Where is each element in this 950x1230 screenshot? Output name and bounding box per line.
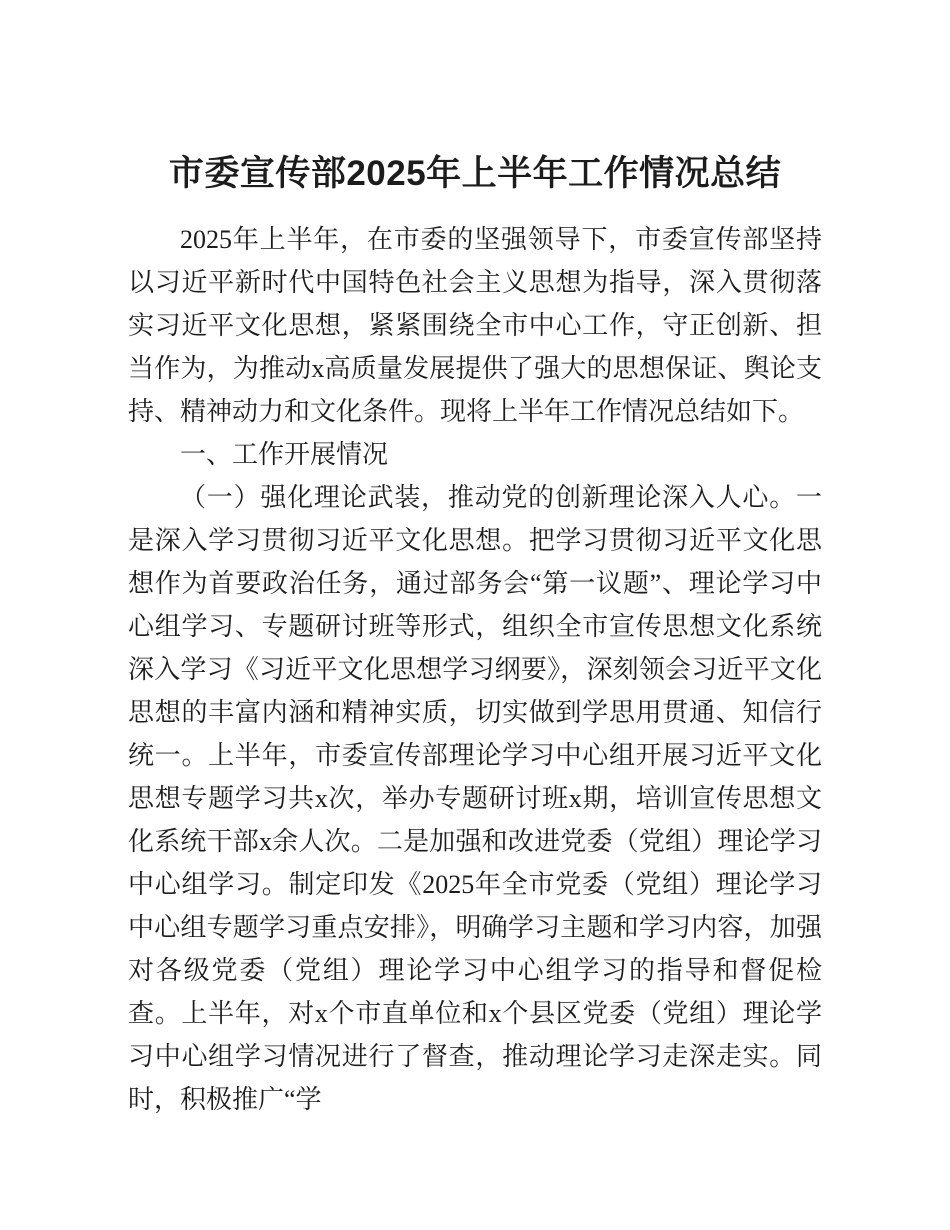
section-heading: 一、工作开展情况 (180, 440, 389, 469)
document-body (128, 218, 822, 1121)
paragraph: （一）强化理论武装，推动党的创新理论深入人心。一是深入学习贯彻习近平文化思想。把学习贯彻习近平文化思想作为首要政治任务，通过部务会“第一议题”、理论学习中心组学习、专题研讨班等形式，组织全市宣传思想文化系统深入学习《习近平文化思想学习纲要》，深刻领会习近平文化思想的丰富内涵和精神实质，切实做到学思用贯通、知信行统一。上半年，市委宣传部理论学习中心组开展习近平文化思想专题学习共x次，举办专题研讨班x期，培训宣传思想文化系统干部x余人次。二是加强和改进党委（党组）理论学习中心组学习。制定印发《2025年全市党委（党组）理论学习中心组专题学习重点安排》，明确学习主题和学习内容，加强对各级党委（党组）理论学习中心组学习的指导和督促检查。上半年，对x个市直单位和x个县区党委（党组）理论学习中心组学习情况进行了督查，推动理论学习走深走实。同时，积极推广“学 (128, 483, 822, 1114)
document-title: 市委宣传部2025年上半年工作情况总结 (168, 154, 782, 193)
paragraph: 2025年上半年，在市委的坚强领导下，市委宣传部坚持以习近平新时代中国特色社会主义思想为指导，深入贯彻落实习近平文化思想，紧紧围绕全市中心工作，守正创新、担当作为，为推动x高质量发展提供了强大的思想保证、舆论支持、精神动力和文化条件。现将上半年工作情况总结如下。 (128, 225, 822, 426)
